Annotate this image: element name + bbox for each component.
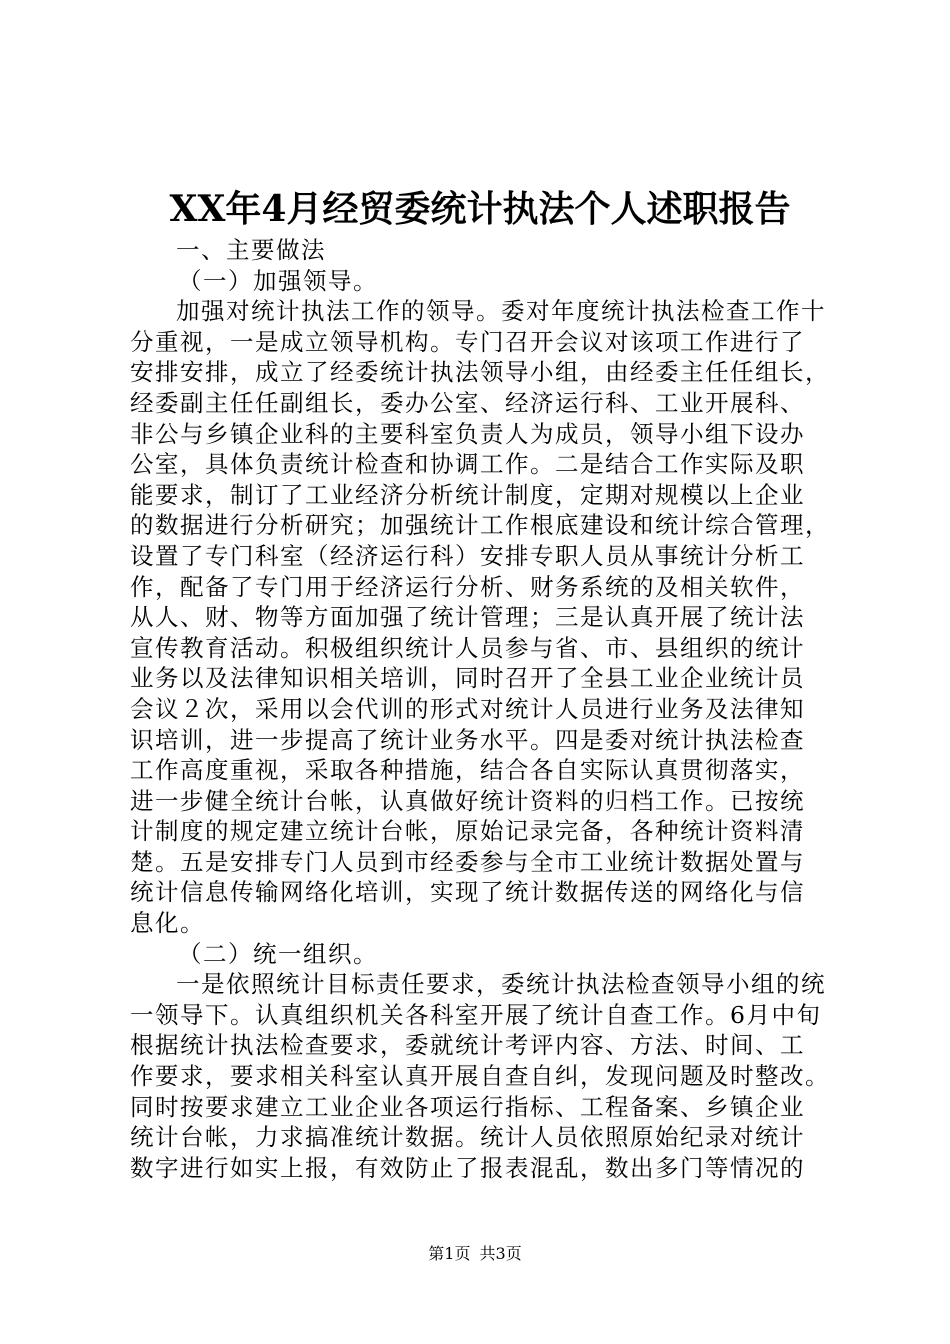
paragraph-line: 业务以及法律知识相关培训，同时召开了全县工业企业统计员 bbox=[130, 664, 805, 693]
paragraph-line: 一是依照统计目标责任要求，委统计执法检查领导小组的统 bbox=[176, 970, 826, 999]
paragraph-line: 同时按要求建立工业企业各项运行指标、工程备案、乡镇企业 bbox=[130, 1092, 805, 1121]
paragraph-line: 统计信息传输网络化培训，实现了统计数据传送的网络化与信 bbox=[130, 878, 805, 907]
page-number: 第1页 bbox=[428, 1244, 471, 1263]
paragraph-line: 根据统计执法检查要求，委就统计考评内容、方法、时间、工 bbox=[130, 1031, 805, 1060]
paragraph-line: 安排安排，成立了经委统计执法领导小组，由经委主任任组长， bbox=[130, 358, 830, 387]
paragraph-line: 进一步健全统计台帐，认真做好统计资料的归档工作。已按统 bbox=[130, 786, 805, 815]
subsection-heading: （一）加强领导。 bbox=[178, 266, 378, 295]
paragraph-line: 作，配备了专门用于经济运行分析、财务系统的及相关软件， bbox=[130, 572, 805, 601]
paragraph-line: 计制度的规定建立统计台帐，原始记录完备，各种统计资料清 bbox=[130, 817, 805, 846]
paragraph-line: 识培训，进一步提高了统计业务水平。四是委对统计执法检查 bbox=[130, 725, 805, 754]
document-body bbox=[130, 235, 840, 1183]
paragraph-line: 从人、财、物等方面加强了统计管理；三是认真开展了统计法 bbox=[130, 603, 805, 632]
paragraph-line: 会议２次，采用以会代训的形式对统计人员进行业务及法律知 bbox=[130, 694, 805, 723]
document-title: XX年4月经贸委统计执法个人述职报告 bbox=[169, 188, 791, 230]
paragraph-line: 统计台帐，力求搞准统计数据。统计人员依照原始纪录对统计 bbox=[130, 1123, 805, 1152]
page-footer bbox=[0, 1243, 950, 1265]
paragraph-line: 的数据进行分析研究；加强统计工作根底建设和统计综合管理， bbox=[130, 511, 830, 540]
subsection-heading: （二）统一组织。 bbox=[178, 939, 378, 968]
paragraph-line: 非公与乡镇企业科的主要科室负责人为成员，领导小组下设办 bbox=[130, 419, 805, 448]
paragraph-line: 公室，具体负责统计检查和协调工作。二是结合工作实际及职 bbox=[130, 450, 805, 479]
section-heading: 一、主要做法 bbox=[176, 236, 326, 264]
paragraph-line: 一领导下。认真组织机关各科室开展了统计自查工作。6月中旬 bbox=[130, 1000, 822, 1029]
paragraph-line: 息化。 bbox=[130, 909, 205, 938]
paragraph-line: 楚。五是安排专门人员到市经委参与全市工业统计数据处置与 bbox=[130, 847, 805, 876]
paragraph-line: 数字进行如实上报，有效防止了报表混乱，数出多门等情况的 bbox=[130, 1153, 805, 1182]
paragraph-line: 设置了专门科室（经济运行科）安排专职人员从事统计分析工 bbox=[130, 541, 805, 570]
paragraph-line: 能要求，制订了工业经济分析统计制度，定期对规模以上企业 bbox=[130, 480, 805, 509]
paragraph-line: 加强对统计执法工作的领导。委对年度统计执法检查工作十 bbox=[176, 297, 826, 326]
paragraph-line: 经委副主任任副组长，委办公室、经济运行科、工业开展科、 bbox=[130, 388, 805, 417]
paragraph-line: 宣传教育活动。积极组织统计人员参与省、市、县组织的统计 bbox=[130, 633, 805, 662]
paragraph-line: 工作高度重视，采取各种措施，结合各自实际认真贯彻落实， bbox=[130, 756, 805, 785]
total-pages: 共3页 bbox=[479, 1244, 522, 1263]
paragraph-line: 分重视，一是成立领导机构。专门召开会议对该项工作进行了 bbox=[130, 327, 805, 356]
paragraph-line: 作要求，要求相关科室认真开展自查自纠，发现问题及时整改。 bbox=[130, 1062, 830, 1091]
